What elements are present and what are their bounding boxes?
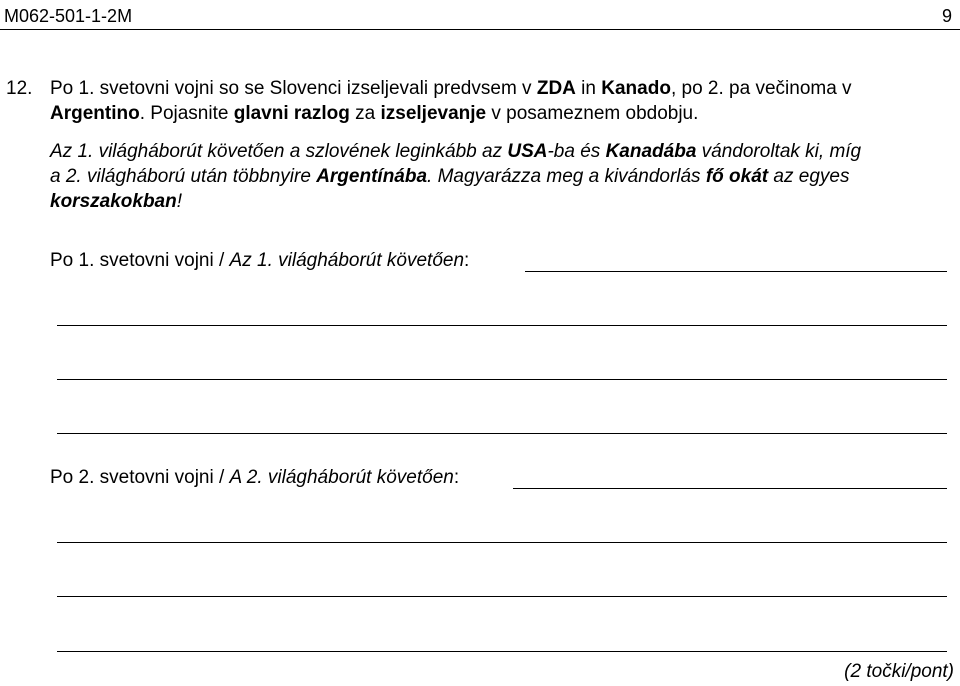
keyword-korszakokban: korszakokban <box>50 191 177 212</box>
colon: : <box>453 467 460 488</box>
text: , po 2. pa večinoma v <box>670 78 852 99</box>
answer-line-2-4[interactable] <box>57 651 947 652</box>
text: az egyes <box>768 166 850 187</box>
label-hu: A 2. világháborút követően <box>229 467 454 488</box>
answer-line-2-2[interactable] <box>57 542 947 543</box>
question-hu-line-2 <box>50 166 849 188</box>
question-number: 12. <box>6 78 33 99</box>
keyword-izseljevanje: izseljevanje <box>380 103 487 124</box>
answer-line-1-4[interactable] <box>57 433 947 434</box>
colon: : <box>464 250 470 271</box>
text: -ba és <box>547 141 606 162</box>
answer-label-period-2 <box>50 467 459 489</box>
keyword-kanadaba: Kanadába <box>605 141 697 162</box>
answer-line-1-2[interactable] <box>57 325 947 326</box>
text: ! <box>176 191 183 212</box>
text: za <box>349 103 381 124</box>
question-sl-line-1 <box>50 78 852 100</box>
text: Po 1. svetovni vojni so se Slovenci izseljevali predvsem v <box>50 78 537 99</box>
answer-line-1-3[interactable] <box>57 379 947 380</box>
header-divider <box>0 29 960 30</box>
points-label: (2 točki/pont) <box>844 661 954 682</box>
keyword-argentinaba: Argentínába <box>316 166 428 187</box>
keyword-argentino: Argentino <box>50 103 140 124</box>
answer-line-2-3[interactable] <box>57 596 947 597</box>
text: . Magyarázza meg a kivándorlás <box>427 166 706 187</box>
label-hu: Az 1. világháborút követően <box>229 250 465 271</box>
question-sl-line-2 <box>50 103 698 125</box>
label-sl: Po 2. svetovni vojni / <box>50 467 230 488</box>
text: Az 1. világháborút követően a szlovének leginkább az <box>50 141 508 162</box>
keyword-zda: ZDA <box>536 78 576 99</box>
text: v posameznem obdobju. <box>486 103 699 124</box>
exam-code: M062-501-1-2M <box>4 6 133 26</box>
answer-line-2-inline[interactable] <box>513 488 947 489</box>
page-number: 9 <box>941 6 952 26</box>
label-sl: Po 1. svetovni vojni / <box>50 250 230 271</box>
text: vándoroltak ki, míg <box>696 141 862 162</box>
question-hu-line-1 <box>50 141 861 163</box>
keyword-usa: USA <box>507 141 548 162</box>
text: a 2. világháború után többnyire <box>50 166 317 187</box>
text: . Pojasnite <box>139 103 234 124</box>
answer-label-period-1 <box>50 250 469 272</box>
question-hu-line-3 <box>50 191 182 213</box>
keyword-kanado: Kanado <box>601 78 671 99</box>
keyword-glavni-razlog: glavni razlog <box>233 103 350 124</box>
answer-line-1-inline[interactable] <box>525 271 947 272</box>
text: in <box>575 78 602 99</box>
keyword-fo-okat: fő okát <box>705 166 769 187</box>
